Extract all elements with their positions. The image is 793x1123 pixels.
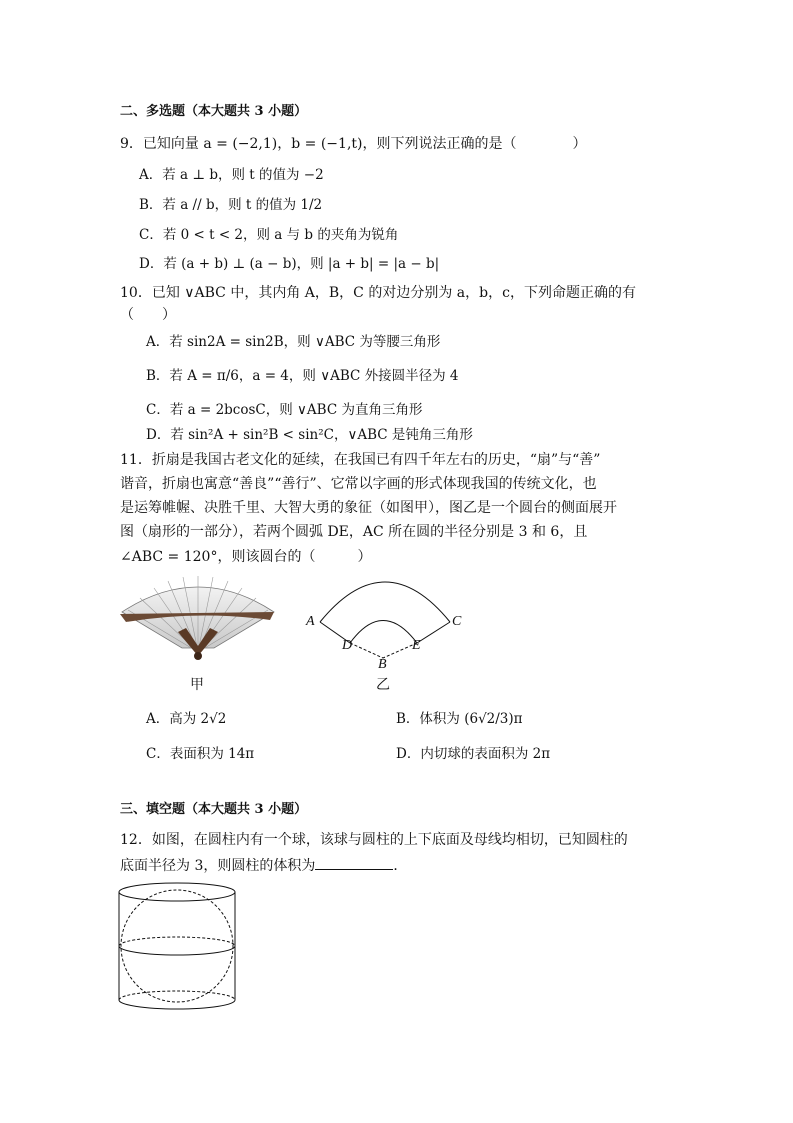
cylinder-sphere-figure bbox=[115, 880, 240, 1015]
question-11-line2: 谐音，折扇也寓意“善良”“善行”、它常以字画的形式体现我国的传统文化，也 bbox=[120, 476, 597, 492]
question-10-option-a: A．若 sin2A = sin2B，则 ∨ABC 为等腰三角形 bbox=[146, 334, 441, 350]
question-9-stem: 9．已知向量 a = (−2,1)，b = (−1,t)，则下列说法正确的是（ ） bbox=[120, 136, 587, 152]
question-10-option-d: D．若 sin²A + sin²B < sin²C，∨ABC 是钝角三角形 bbox=[146, 427, 473, 443]
point-label-b: B bbox=[378, 657, 387, 672]
question-12-line1: 12．如图，在圆柱内有一个球，该球与圆柱的上下底面及母线均相切，已知圆柱的 bbox=[120, 832, 628, 848]
question-9-option-a: A．若 a ⊥ b，则 t 的值为 −2 bbox=[139, 167, 324, 183]
question-10-option-c: C．若 a = 2bcosC，则 ∨ABC 为直角三角形 bbox=[146, 402, 423, 418]
annular-sector-figure bbox=[300, 570, 475, 670]
question-11-line5: ∠ABC = 120°，则该圆台的（ ） bbox=[120, 549, 372, 565]
point-label-e: E bbox=[412, 638, 421, 653]
figure-label-jia: 甲 bbox=[190, 677, 204, 693]
question-11-line3: 是运筹帷幄、决胜千里、大智大勇的象征（如图甲），图乙是一个圆台的侧面展开 bbox=[120, 500, 617, 516]
question-9-option-d: D．若 (a + b) ⊥ (a − b)，则 |a + b| = |a − b| bbox=[139, 256, 440, 272]
question-11-option-a: A．高为 2√2 bbox=[146, 711, 227, 727]
question-12-line2 bbox=[120, 855, 407, 875]
question-11-line4: 图（扇形的一部分），若两个圆弧 DE，AC 所在圆的半径分别是 3 和 6，且 bbox=[120, 524, 588, 540]
point-label-d: D bbox=[342, 638, 353, 653]
figure-label-yi: 乙 bbox=[376, 677, 390, 693]
section-title-multi-choice: 二、多选题（本大题共 3 小题） bbox=[120, 104, 308, 119]
question-11-option-d: D．内切球的表面积为 2π bbox=[396, 746, 551, 762]
question-9-option-b: B．若 a // b，则 t 的值为 1/2 bbox=[139, 197, 323, 213]
answer-blank[interactable] bbox=[315, 855, 393, 870]
question-10-option-b: B．若 A = π/6，a = 4，则 ∨ABC 外接圆半径为 4 bbox=[146, 368, 459, 384]
question-9-option-c: C．若 0 < t < 2，则 a 与 b 的夹角为锐角 bbox=[139, 227, 399, 243]
folding-fan-figure bbox=[118, 570, 278, 665]
question-11-line1: 11．折扇是我国古老文化的延续，在我国已有四千年左右的历史，“扇”与“善” bbox=[120, 452, 601, 468]
question-11-option-b: B．体积为 (6√2/3)π bbox=[396, 711, 523, 727]
point-label-c: C bbox=[452, 614, 462, 629]
question-12-line2-text: 底面半径为 3，则圆柱的体积为 bbox=[120, 858, 316, 874]
point-label-a: A bbox=[306, 614, 315, 629]
section-title-fill-in: 三、填空题（本大题共 3 小题） bbox=[120, 802, 308, 817]
question-11-option-c: C．表面积为 14π bbox=[146, 746, 255, 762]
question-10-stem-line2: （ ） bbox=[120, 307, 176, 323]
question-10-stem-line1: 10．已知 ∨ABC 中，其内角 A，B，C 的对边分别为 a，b，c，下列命题正确的有 bbox=[120, 285, 636, 301]
question-12-line2-end: ． bbox=[393, 858, 408, 874]
